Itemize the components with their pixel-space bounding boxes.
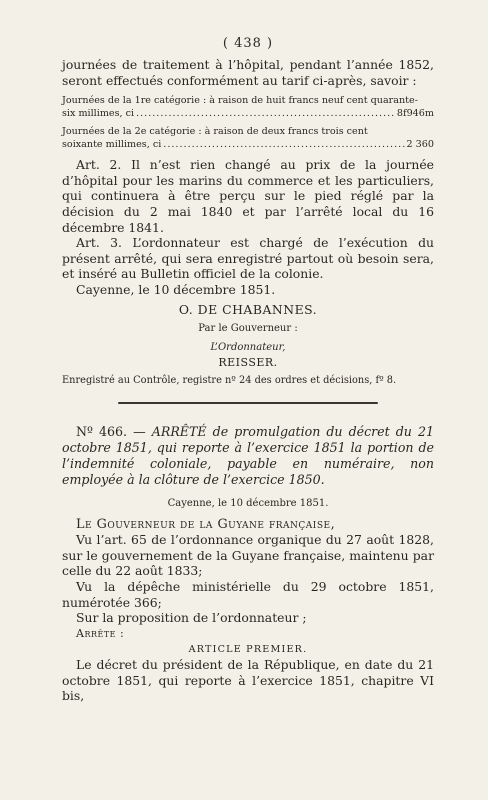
- tarif-row-2-amount: 2 360: [406, 139, 434, 151]
- leader-dots: [136, 107, 395, 120]
- tarif-row-1-line1: Journées de la 1re catégorie : à raison de huit francs neuf cent quarante-: [62, 95, 418, 107]
- place-date: Cayenne, le 10 décembre 1851.: [76, 281, 276, 297]
- gouverneur-line: Le Gouverneur de la Guyane française,: [76, 516, 336, 532]
- arrete-title: ARRÊTÉ de promulgation du décret du 21 octobre 1851, qui reporte à l’exercice 1851 la portion de l’indemnité coloniale, payable en numéraire, non employée à la clôture de l’exercice 1850.: [62, 423, 434, 487]
- signature: O. DE CHABANNES.: [178, 301, 318, 317]
- tarif-row-1-line2: six millimes, ci: [62, 108, 135, 120]
- par-le-gouverneur: Par le Gouverneur :: [198, 322, 298, 334]
- article-premier: ARTICLE PREMIER.: [188, 644, 308, 656]
- intro-paragraph: journées de traitement à l’hôpital, pendant l’année 1852, seront effectués conformément au tarif ci-après, savoir :: [62, 57, 434, 88]
- arrete-heading: [62, 424, 434, 488]
- tarif-row-2-line2: soixante millimes, ci: [62, 139, 162, 151]
- arrete-number: Nº 466. —: [76, 423, 146, 439]
- tarif-row-2: [62, 125, 434, 151]
- vu-depeche: Vu la dépêche ministérielle du 29 octobre 1851, numérotée 366;: [62, 578, 434, 610]
- tarif-table: [62, 94, 434, 151]
- arrete-word: Arrête :: [76, 626, 125, 640]
- section-divider: [62, 402, 434, 404]
- decret-paragraph: Le décret du président de la République, en date du 21 octobre 1851, qui reporte à l’exercice 1851, chapitre VI bis,: [62, 657, 434, 704]
- article-3: Art. 3. L’ordonnateur est chargé de l’exécution du présent arrêté, qui sera enregistré partout où besoin sera, et inséré au Bulletin officiel de la colonie.: [62, 235, 434, 282]
- tarif-row-1: [62, 94, 434, 120]
- leader-dots: [163, 138, 404, 151]
- page-number: ( 438 ): [222, 36, 274, 51]
- arrete-date: Cayenne, le 10 décembre 1851.: [167, 497, 329, 509]
- page-content: [62, 36, 434, 704]
- tarif-row-1-amount: 8f946m: [396, 108, 434, 120]
- tarif-row-2-line1: Journées de la 2e catégorie : à raison de deux francs trois cent: [62, 126, 368, 138]
- reisser-signature: REISSER.: [218, 355, 278, 369]
- vu-ordonnance: Vu l’art. 65 de l’ordonnance organique du 27 août 1828, sur le gouvernement de la Guyane française, maintenu par celle du 22 août 1833;: [62, 532, 434, 579]
- article-2: Art. 2. Il n’est rien changé au prix de la journée d’hôpital pour les marins du commerce et les particuliers, qui continuera à être perçu sur le pied réglé par la décision du 2 mai 1840 et par l’arrêté local du 16 décembre 1841.: [62, 157, 434, 235]
- enregistrement-note: Enregistré au Contrôle, registre nº 24 des ordres et décisions, fº 8.: [62, 374, 397, 386]
- ordonnateur-title: L’Ordonnateur,: [210, 341, 286, 353]
- proposition: Sur la proposition de l’ordonnateur ;: [76, 610, 307, 626]
